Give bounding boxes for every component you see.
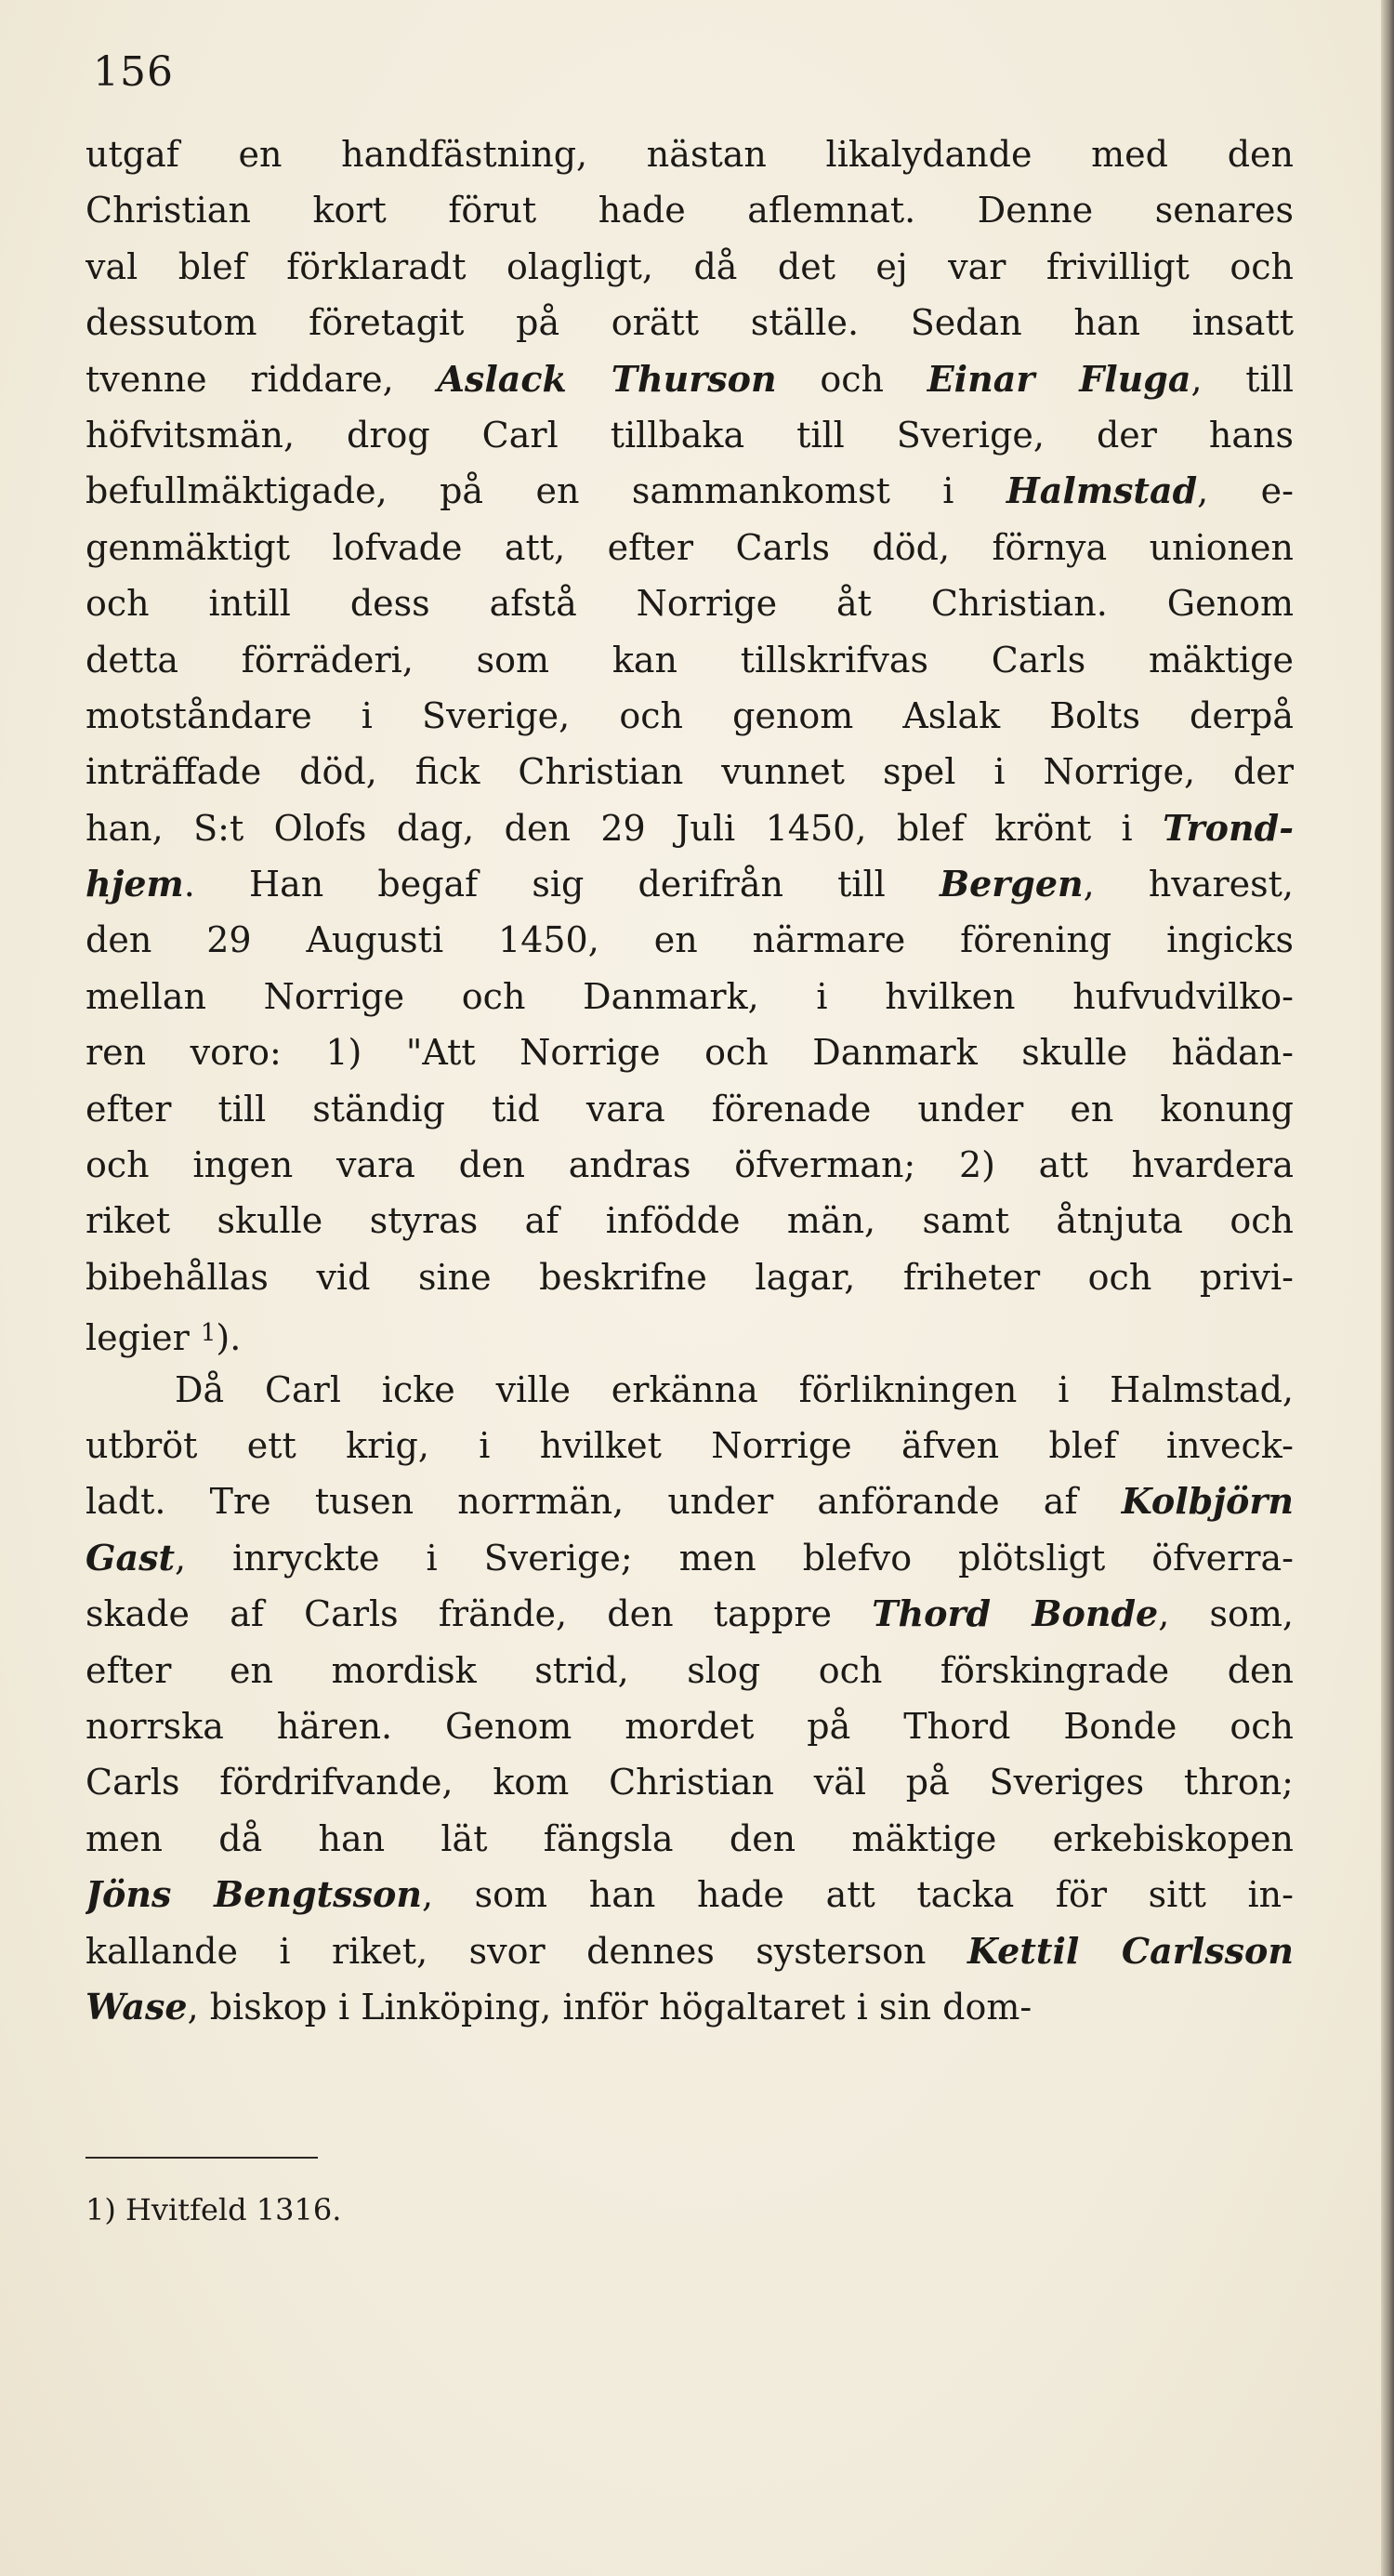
text-line bbox=[85, 1979, 1294, 2035]
text-line bbox=[85, 182, 1294, 238]
text-segment: efter till ständig tid vara förenade under en konung bbox=[85, 1088, 1294, 1129]
text-line bbox=[85, 1643, 1294, 1698]
text-line bbox=[85, 1530, 1294, 1586]
text-segment: och intill dess afstå Norrige åt Christian. Genom bbox=[85, 583, 1294, 625]
person-or-place-name: Thord Bonde bbox=[872, 1592, 1159, 1635]
text-segment: mellan Norrige och Danmark, i hvilken hufvudvilko- bbox=[85, 975, 1294, 1017]
text-segment: kallande i riket, svor dennes systerson bbox=[85, 1930, 967, 1972]
text-segment: bibehållas vid sine beskrifne lagar, friheter och privi- bbox=[85, 1256, 1294, 1298]
body-text bbox=[85, 126, 1294, 2035]
text-line bbox=[85, 407, 1294, 463]
text-segment: befullmäktigade, på en sammankomst i bbox=[85, 470, 1006, 512]
text-segment: ren voro: 1) "Att Norrige och Danmark skulle hädan- bbox=[85, 1032, 1294, 1074]
text-line bbox=[85, 912, 1294, 968]
text-line bbox=[85, 239, 1294, 295]
footnote-rule bbox=[85, 2157, 318, 2159]
person-or-place-name: Halmstad bbox=[1006, 469, 1198, 512]
text-line bbox=[85, 351, 1294, 407]
text-line bbox=[85, 1137, 1294, 1193]
text-segment: men då han lät fängsla den mäktige erkebiskopen bbox=[85, 1817, 1294, 1859]
text-segment: , som han hade att tacka för sitt in- bbox=[421, 1874, 1294, 1916]
text-segment: riket skulle styras af infödde män, samt åtnjuta och bbox=[85, 1200, 1294, 1242]
text-line bbox=[85, 1081, 1294, 1137]
text-segment: , inryckte i Sverige; men blefvo plötsligt öfverra- bbox=[175, 1537, 1294, 1579]
text-line bbox=[85, 1473, 1294, 1529]
text-line bbox=[85, 1586, 1294, 1642]
text-line bbox=[85, 800, 1294, 856]
text-line bbox=[85, 520, 1294, 575]
person-or-place-name: Aslack Thurson bbox=[437, 357, 777, 400]
text-segment: han, S:t Olofs dag, den 29 Juli 1450, blef krönt i bbox=[85, 807, 1164, 849]
person-or-place-name: hjem bbox=[85, 863, 184, 905]
text-segment: ladt. Tre tusen norrmän, under anförande af bbox=[85, 1481, 1122, 1523]
text-line bbox=[85, 744, 1294, 799]
text-segment: utgaf en handfästning, nästan likalydande med den bbox=[85, 134, 1294, 175]
text-segment: , som, bbox=[1158, 1593, 1294, 1635]
text-line bbox=[85, 1811, 1294, 1867]
footnote-ref: 1 bbox=[200, 1319, 217, 1348]
text-line bbox=[85, 1305, 1294, 1361]
text-segment: ). bbox=[216, 1317, 242, 1359]
text-segment: , e- bbox=[1197, 470, 1294, 512]
text-line bbox=[85, 1193, 1294, 1248]
text-segment: den 29 Augusti 1450, en närmare förening ingicks bbox=[85, 919, 1294, 961]
text-segment: efter en mordisk strid, slog och förskingrade den bbox=[85, 1649, 1294, 1691]
text-line bbox=[85, 463, 1294, 519]
text-line bbox=[85, 295, 1294, 350]
page-number: 156 bbox=[93, 48, 174, 96]
text-segment: utbröt ett krig, i hvilket Norrige äfven blef inveck- bbox=[85, 1424, 1294, 1466]
text-segment: val blef förklaradt olagligt, då det ej var frivilligt och bbox=[85, 245, 1294, 287]
text-segment: skade af Carls frände, den tappre bbox=[85, 1593, 873, 1635]
person-or-place-name: Bergen bbox=[939, 863, 1084, 905]
text-line bbox=[85, 969, 1294, 1024]
text-segment: , till bbox=[1190, 358, 1294, 400]
person-or-place-name: Einar Fluga bbox=[927, 357, 1191, 400]
text-segment: höfvitsmän, drog Carl tillbaka till Sverige, der hans bbox=[85, 414, 1294, 456]
person-or-place-name: Kolbjörn bbox=[1121, 1480, 1294, 1523]
person-or-place-name: Trond- bbox=[1163, 806, 1294, 849]
text-segment: dessutom företagit på orätt ställe. Sedan han insatt bbox=[85, 302, 1294, 344]
text-line bbox=[85, 1418, 1294, 1473]
text-segment: Christian kort förut hade aflemnat. Denne senares bbox=[85, 190, 1294, 231]
text-segment: och bbox=[776, 358, 927, 400]
text-line bbox=[85, 126, 1294, 182]
text-line bbox=[85, 1362, 1294, 1418]
text-line bbox=[85, 856, 1294, 912]
text-segment: inträffade död, fick Christian vunnet spel i Norrige, der bbox=[85, 751, 1294, 793]
text-segment: Carls fördrifvande, kom Christian väl på Sveriges thron; bbox=[85, 1762, 1294, 1803]
text-line bbox=[85, 632, 1294, 688]
person-or-place-name: Wase bbox=[85, 1985, 188, 2028]
text-line bbox=[85, 1249, 1294, 1305]
text-segment: detta förräderi, som kan tillskrifvas Carls mäktige bbox=[85, 639, 1294, 680]
text-line bbox=[85, 1024, 1294, 1080]
text-line bbox=[85, 1698, 1294, 1754]
text-segment: Då Carl icke ville erkänna förlikningen i Halmstad, bbox=[175, 1368, 1294, 1410]
text-line bbox=[85, 1867, 1294, 1922]
text-segment: , biskop i Linköping, inför högaltaret i sin dom- bbox=[187, 1986, 1032, 2028]
text-segment: norrska hären. Genom mordet på Thord Bonde och bbox=[85, 1705, 1294, 1747]
text-line bbox=[85, 1923, 1294, 1979]
person-or-place-name: Kettil Carlsson bbox=[967, 1929, 1294, 1972]
text-segment: . Han begaf sig derifrån till bbox=[183, 864, 940, 905]
text-segment: tvenne riddare, bbox=[85, 358, 438, 400]
footnote: 1) Hvitfeld 1316. bbox=[85, 2192, 342, 2227]
text-segment: motståndare i Sverige, och genom Aslak Bolts derpå bbox=[85, 694, 1294, 736]
page-binding-edge bbox=[1381, 0, 1394, 2576]
text-segment: legier bbox=[85, 1317, 201, 1359]
text-segment: genmäktigt lofvade att, efter Carls död, förnya unionen bbox=[85, 526, 1294, 568]
text-line bbox=[85, 688, 1294, 744]
text-segment: och ingen vara den andras öfverman; 2) att hvardera bbox=[85, 1144, 1294, 1186]
text-line bbox=[85, 575, 1294, 631]
person-or-place-name: Gast bbox=[85, 1536, 176, 1579]
text-line bbox=[85, 1754, 1294, 1810]
text-segment: , hvarest, bbox=[1083, 864, 1294, 905]
person-or-place-name: Jöns Bengtsson bbox=[85, 1873, 422, 1916]
